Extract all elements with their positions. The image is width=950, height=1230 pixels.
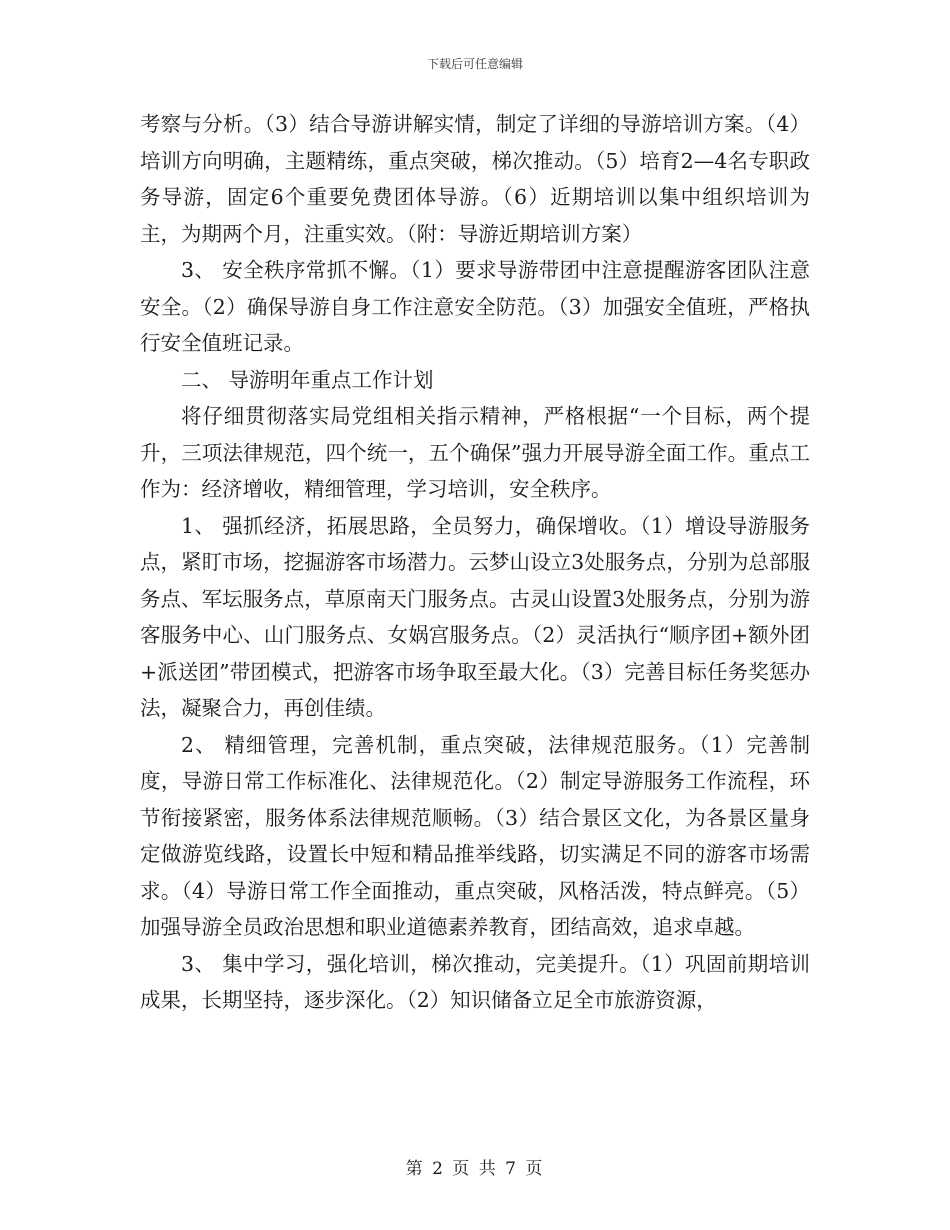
paragraph-training-continued: 考察与分析。（3）结合导游讲解实情，制定了详细的导游培训方案。（4）培训方向明确，主题精练，重点突破，梯次推动。（5）培育2—4名专职政务导游，固定6个重要免费团体导游。（6）近期培训以集中组织培训为主，为期两个月，注重实效。（附：导游近期培训方案）	[140, 112, 810, 246]
paragraph-management: 2、 精细管理，完善机制，重点突破，法律规范服务。（1）完善制度，导游日常工作标准化、法律规范化。（2）制定导游服务工作流程，环节衔接紧密，服务体系法律规范顺畅。（3）结合景区文化，为各景区量身定做游览线路，设置长中短和精品推举线路，切实满足不同的游客市场需求。（4）导游日常工作全面推动，重点突破，风格活泼，特点鲜亮。（5）加强导游全员政治思想和职业道德素养教育，团结高效，追求卓越。	[140, 732, 810, 939]
document-body	[140, 106, 810, 1019]
paragraph-economy: 1、 强抓经济，拓展思路，全员努力，确保增收。（1）增设导游服务点，紧盯市场，挖掘游客市场潜力。云梦山设立3处服务点，分别为总部服务点、军坛服务点，草原南天门服务点。古灵山设置3处服务点，分别为游客服务中心、山门服务点、女娲宫服务点。（2）灵活执行“顺序团+额外团+派送团”带团模式，把游客市场争取至最大化。（3）完善目标任务奖惩办法，凝聚合力，再创佳绩。	[140, 513, 810, 720]
page-footer: 第 2 页 共 7 页	[405, 1159, 545, 1179]
page-header: 下载后可任意编辑	[426, 57, 523, 71]
paragraph-safety-order: 3、 安全秩序常抓不懈。（1）要求导游带团中注意提醒游客团队注意安全。（2）确保导游自身工作注意安全防范。（3）加强安全值班，严格执行安全值班记录。	[140, 258, 810, 355]
section-heading-next-year-plan: 二、 导游明年重点工作计划	[181, 367, 434, 392]
paragraph-plan-overview: 将仔细贯彻落实局党组相关指示精神，严格根据“一个目标，两个提升，三项法律规范，四个统一，五个确保”强力开展导游全面工作。重点工作为：经济增收，精细管理，学习培训，安全秩序。	[140, 404, 810, 501]
paragraph-study-training: 3、 集中学习，强化培训，梯次推动，完美提升。（1）巩固前期培训成果，长期坚持，逐步深化。（2）知识储备立足全市旅游资源，	[140, 951, 810, 1012]
